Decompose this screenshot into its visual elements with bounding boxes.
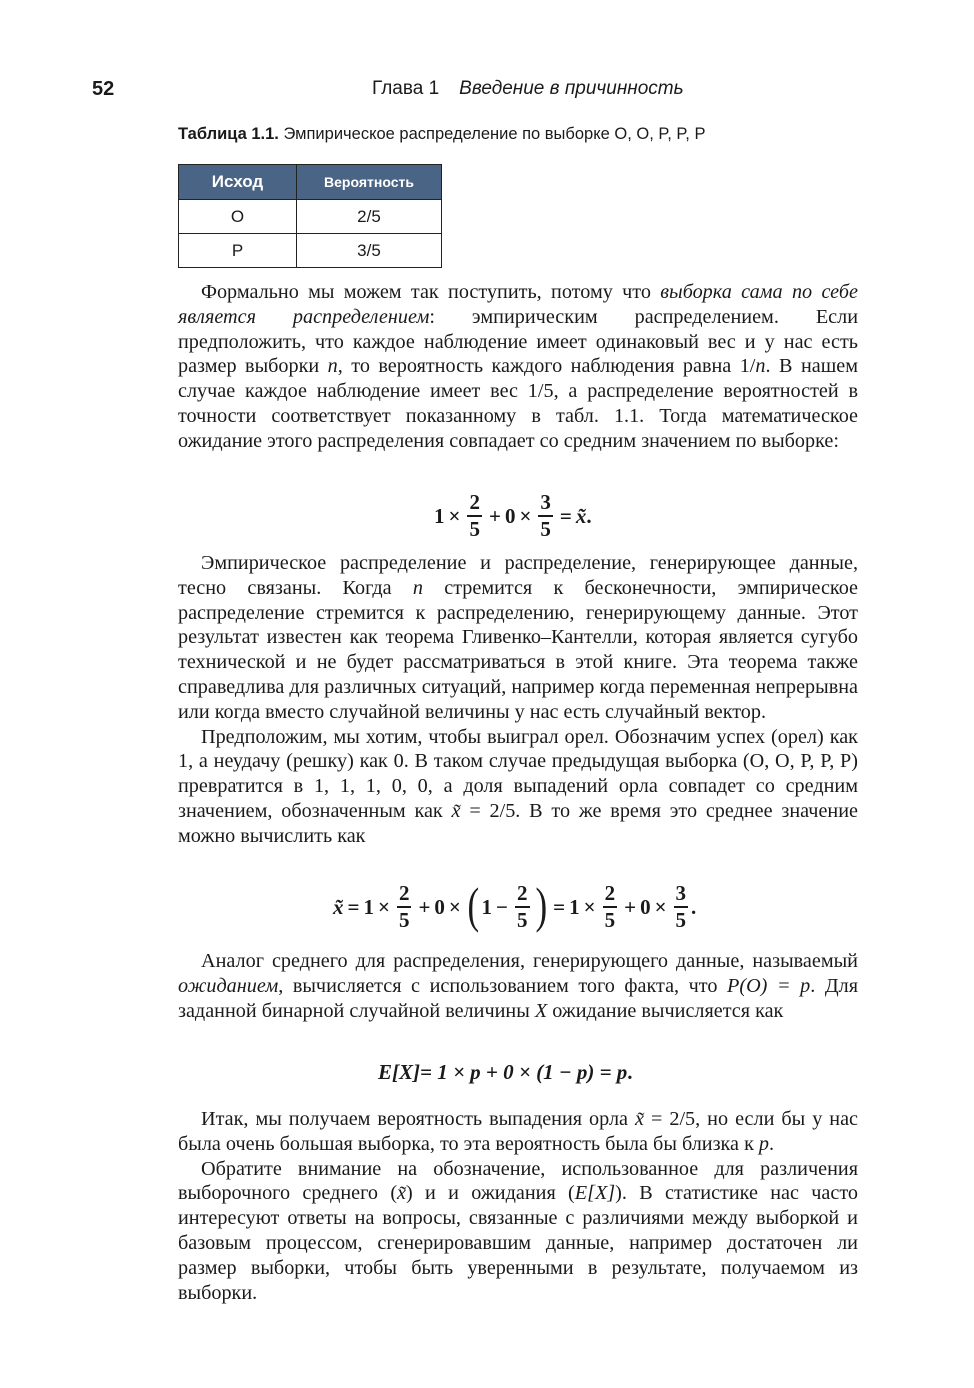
numerator: 2 bbox=[467, 492, 482, 517]
fraction bbox=[538, 492, 553, 540]
fraction bbox=[674, 883, 689, 931]
denominator: 5 bbox=[675, 908, 687, 932]
fraction bbox=[515, 883, 530, 931]
math-var: p bbox=[758, 1132, 770, 1155]
math-var: x̃ bbox=[451, 799, 461, 822]
emphasis: ожиданием bbox=[178, 974, 279, 997]
text-run: ) и и ожидания ( bbox=[406, 1182, 575, 1205]
math-token: . bbox=[691, 894, 697, 919]
math-var: E[X] bbox=[378, 1060, 420, 1084]
math-token: − bbox=[496, 894, 508, 919]
emphasis: выборка сама по себе является распределением bbox=[178, 281, 858, 328]
fraction bbox=[603, 883, 618, 931]
text-run: Формально мы можем так поступить, потому что bbox=[201, 281, 661, 303]
table-header-row bbox=[179, 165, 442, 200]
text-run: . bbox=[769, 1132, 775, 1155]
text-run: = 2/5, но если бы у нас была очень большая выборка, то эта вероятность была бы близка к bbox=[178, 1108, 858, 1155]
running-head bbox=[372, 78, 684, 100]
math-token: 0 bbox=[504, 503, 516, 528]
math-var: n bbox=[755, 355, 766, 378]
chapter-title: Введение в причинность bbox=[459, 78, 684, 99]
probability-table bbox=[178, 164, 442, 268]
text-run: Аналог среднего для распределения, генерирующего данные, называемый bbox=[201, 950, 858, 972]
text-block bbox=[178, 551, 858, 849]
math-token: + bbox=[624, 894, 637, 919]
math-token: + bbox=[418, 894, 431, 919]
paragraph bbox=[178, 949, 858, 1023]
column-header-outcome: Исход bbox=[179, 165, 297, 200]
math-token: = 1 × p + 0 × (1 − p) = p bbox=[420, 1060, 628, 1084]
paragraph bbox=[178, 551, 858, 725]
math-token: × bbox=[519, 503, 532, 528]
table-cell: 2/5 bbox=[297, 200, 442, 234]
text-block bbox=[178, 280, 858, 454]
paragraph bbox=[178, 725, 858, 849]
fraction bbox=[397, 883, 412, 931]
text-run: = 2/5. В то же время это среднее значение можно вычислить как bbox=[178, 799, 858, 847]
denominator: 5 bbox=[398, 908, 410, 932]
table-caption-text: Эмпирическое распределение по выборке O, O, P, P, P bbox=[283, 125, 706, 143]
text-run: : эмпирическим распределением. Если предположить, что каждое наблюдение имеет одинаковый вес и у нас есть размер выборки bbox=[178, 305, 858, 378]
running-header bbox=[0, 78, 974, 104]
denominator: 5 bbox=[540, 517, 551, 541]
math-var: n bbox=[412, 576, 423, 599]
math-token: = bbox=[553, 894, 566, 919]
math-token: = bbox=[347, 894, 360, 919]
chapter-label: Глава 1 bbox=[372, 78, 440, 99]
text-run: , вычисляется с использованием того факта, что bbox=[278, 974, 728, 997]
numerator: 3 bbox=[538, 492, 553, 517]
text-run: Обратите внимание на обозначение, использованное для различения выборочного среднего ( bbox=[178, 1157, 858, 1205]
table-cell: 3/5 bbox=[297, 234, 442, 268]
table-row bbox=[179, 234, 442, 268]
math-token: 1 bbox=[434, 503, 445, 528]
numerator: 2 bbox=[603, 883, 618, 908]
table-row bbox=[179, 200, 442, 234]
math-var: n bbox=[327, 355, 338, 378]
table-cell: O bbox=[179, 200, 297, 234]
text-run: . В нашем случае каждое наблюдение имеет вес 1/5, а распределение вероятностей в точности соответствует показанному в табл. 1.1. Тогда математическое ожидание этого распределения совпадает со средним значением по выборке: bbox=[178, 355, 858, 452]
formula-expectation-sample bbox=[434, 492, 592, 540]
math-token: = bbox=[559, 503, 572, 528]
table-cell: P bbox=[179, 234, 297, 268]
math-var: E[X] bbox=[574, 1182, 616, 1205]
math-var: x̃ bbox=[575, 503, 587, 528]
math-token: + bbox=[488, 503, 501, 528]
text-run: Эмпирическое распределение и распределение, генерирующее данные, тесно связаны. Когда bbox=[178, 552, 858, 599]
text-run: стремится к бесконечности, эмпирическое распределение стремится к распределению, генерирующему данные. Этот результат известен как теорема Гливенко–Кантелли, которая является сугубо технической и не будет рассматриваться в этой книге. Эта теорема также справедлива для различных ситуаций, например когда переменная непрерывна или когда вместо случайной величины у нас есть случайный вектор. bbox=[178, 576, 858, 723]
numerator: 2 bbox=[397, 883, 412, 908]
math-token: × bbox=[448, 894, 461, 919]
math-token: × bbox=[654, 894, 667, 919]
column-header-probability: Вероятность bbox=[297, 165, 442, 200]
fraction bbox=[467, 492, 482, 540]
math-token: . bbox=[586, 503, 592, 528]
page-number: 52 bbox=[92, 78, 115, 100]
text-run: Итак, мы получаем вероятность выпадения орла bbox=[201, 1108, 636, 1130]
math-token: 1 bbox=[569, 894, 580, 919]
text-run: . Для заданной бинарной случайной величины bbox=[178, 974, 858, 1022]
paragraph bbox=[178, 1107, 858, 1157]
math-token: × bbox=[583, 894, 596, 919]
numerator: 3 bbox=[674, 883, 689, 908]
formula-sample-mean bbox=[333, 877, 697, 933]
table-caption-label: Таблица 1.1. bbox=[178, 125, 279, 143]
math-token: × bbox=[377, 894, 390, 919]
text-run: ожидание вычисляется как bbox=[547, 999, 784, 1022]
math-token: 0 bbox=[640, 894, 651, 919]
math-var: x̃ bbox=[397, 1182, 407, 1205]
text-run: , то вероятность каждого наблюдения равна 1/ bbox=[337, 355, 756, 378]
text-block bbox=[178, 1107, 858, 1305]
math-token: 0 bbox=[434, 894, 445, 919]
table-caption bbox=[178, 125, 705, 144]
math-token: . bbox=[627, 1060, 633, 1084]
right-paren: ) bbox=[534, 877, 547, 933]
formula-expectation bbox=[378, 1060, 633, 1085]
math-token: 1 bbox=[481, 894, 493, 919]
math-var: x̃ bbox=[333, 894, 344, 919]
math-token: × bbox=[448, 503, 461, 528]
math-var: X bbox=[534, 999, 548, 1022]
denominator: 5 bbox=[469, 517, 480, 541]
math-var: P(O) = p bbox=[727, 974, 811, 997]
math-var: x̃ bbox=[635, 1108, 644, 1130]
paragraph bbox=[178, 280, 858, 454]
text-block bbox=[178, 949, 858, 1023]
paragraph bbox=[178, 1157, 858, 1306]
left-paren: ( bbox=[467, 877, 480, 933]
numerator: 2 bbox=[515, 883, 530, 908]
math-token: 1 bbox=[363, 894, 374, 919]
denominator: 5 bbox=[517, 908, 528, 932]
text-run: Предположим, мы хотим, чтобы выиграл орел. Обозначим успех (орел) как 1, а неудачу (решку) как 0. В таком случае предыдущая выборка (O, O, P, P, P) превратится в 1, 1, 1, 0, 0, а доля выпадений орла совпадет со средним значением, обозначенным как bbox=[178, 725, 858, 822]
text-run: ). В статистике нас часто интересуют ответы на вопросы, связанные с различиями между выборкой и базовым процессом, сгенерировавшим данные, например достаточен ли размер выборки, чтобы быть уверенными в результате, получаемом из выборки. bbox=[178, 1182, 858, 1304]
denominator: 5 bbox=[604, 908, 616, 932]
